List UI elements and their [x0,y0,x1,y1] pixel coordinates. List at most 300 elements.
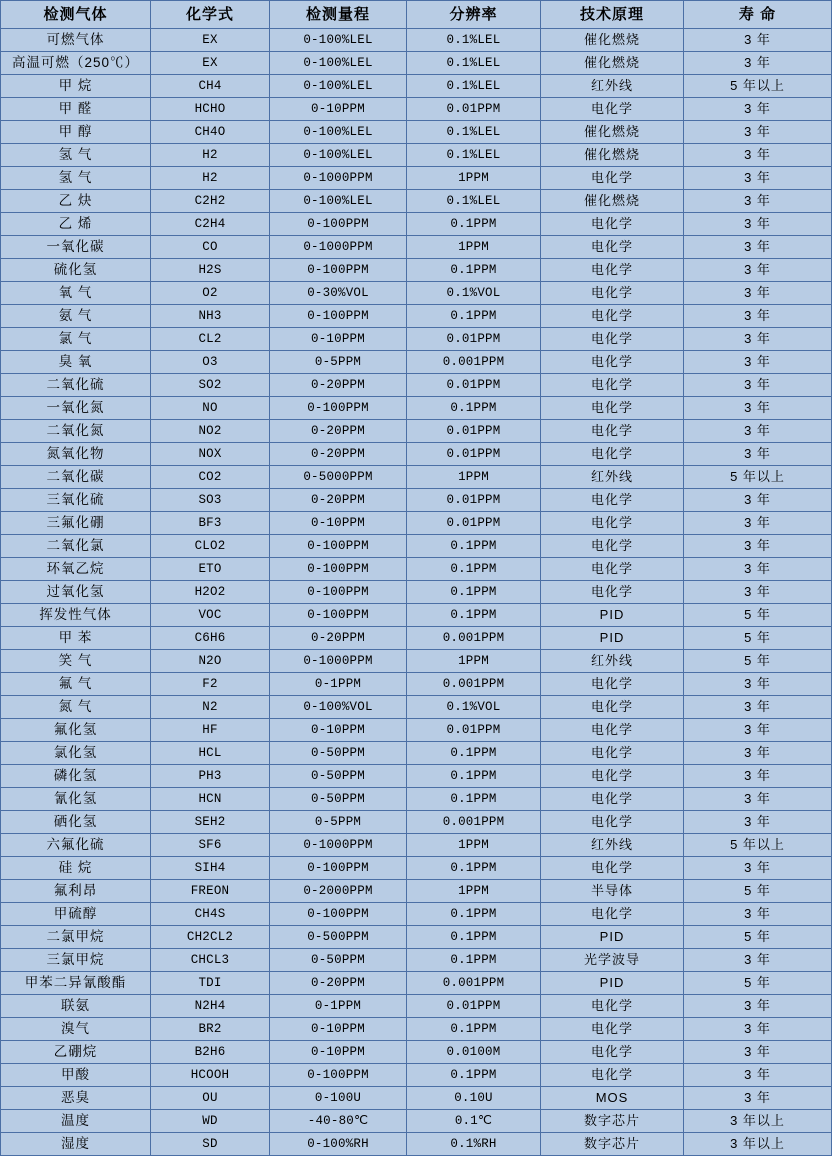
cell-formula: CL2 [151,328,270,351]
table-row [1,512,832,535]
cell-formula: SF6 [151,834,270,857]
table-row [1,328,832,351]
cell-life: 3 年 [684,673,832,696]
cell-principle: 红外线 [541,75,684,98]
cell-formula: CLO2 [151,535,270,558]
cell-formula: SO2 [151,374,270,397]
cell-resolution: 0.001PPM [407,811,541,834]
cell-range: 0-100PPM [270,558,407,581]
cell-resolution: 0.1PPM [407,604,541,627]
cell-principle: 电化学 [541,213,684,236]
cell-gas: 甲 醛 [1,98,151,121]
table-row [1,489,832,512]
cell-range: 0-100PPM [270,1064,407,1087]
cell-life: 3 年 [684,857,832,880]
cell-range: 0-100PPM [270,213,407,236]
cell-life: 3 年 [684,374,832,397]
cell-life: 5 年 [684,972,832,995]
cell-gas: 氧 气 [1,282,151,305]
cell-resolution: 0.1PPM [407,857,541,880]
cell-principle: 催化燃烧 [541,52,684,75]
cell-principle: 电化学 [541,259,684,282]
cell-formula: C2H2 [151,190,270,213]
cell-resolution: 0.01PPM [407,374,541,397]
cell-principle: 电化学 [541,512,684,535]
cell-range: 0-20PPM [270,443,407,466]
cell-range: 0-100%VOL [270,696,407,719]
cell-resolution: 0.001PPM [407,673,541,696]
table-row [1,466,832,489]
cell-principle: 电化学 [541,236,684,259]
cell-resolution: 0.01PPM [407,512,541,535]
cell-principle: MOS [541,1087,684,1110]
cell-gas: 三氯甲烷 [1,949,151,972]
cell-life: 3 年 [684,788,832,811]
cell-formula: CO [151,236,270,259]
cell-formula: CH4S [151,903,270,926]
cell-gas: 恶臭 [1,1087,151,1110]
cell-gas: 硒化氢 [1,811,151,834]
cell-gas: 氯化氢 [1,742,151,765]
table-row [1,627,832,650]
table-row [1,765,832,788]
table-row [1,144,832,167]
cell-gas: 二氧化硫 [1,374,151,397]
cell-range: 0-100%RH [270,1133,407,1156]
cell-formula: H2 [151,144,270,167]
cell-formula: NOX [151,443,270,466]
cell-life: 3 年 [684,696,832,719]
cell-life: 3 年 [684,535,832,558]
cell-resolution: 1PPM [407,236,541,259]
cell-gas: 氮 气 [1,696,151,719]
cell-resolution: 0.01PPM [407,98,541,121]
table-row [1,75,832,98]
cell-resolution: 0.001PPM [407,627,541,650]
cell-gas: 甲 醇 [1,121,151,144]
cell-formula: HCN [151,788,270,811]
cell-life: 3 年 [684,190,832,213]
cell-resolution: 0.1PPM [407,581,541,604]
cell-life: 3 年 [684,903,832,926]
cell-resolution: 0.1PPM [407,259,541,282]
cell-life: 5 年 [684,880,832,903]
cell-principle: 半导体 [541,880,684,903]
cell-gas: 可燃气体 [1,29,151,52]
cell-principle: PID [541,604,684,627]
cell-principle: 电化学 [541,673,684,696]
cell-formula: CH4 [151,75,270,98]
cell-formula: CO2 [151,466,270,489]
cell-principle: 电化学 [541,397,684,420]
table-header [1,1,832,29]
cell-principle: 电化学 [541,765,684,788]
table-row [1,650,832,673]
cell-gas: 氟 气 [1,673,151,696]
cell-formula: SO3 [151,489,270,512]
cell-resolution: 0.001PPM [407,972,541,995]
cell-gas: 一氧化氮 [1,397,151,420]
cell-principle: 催化燃烧 [541,144,684,167]
cell-range: 0-1PPM [270,673,407,696]
cell-resolution: 1PPM [407,650,541,673]
cell-principle: 电化学 [541,443,684,466]
cell-life: 3 年 [684,558,832,581]
table-row [1,949,832,972]
cell-formula: H2S [151,259,270,282]
cell-resolution: 0.1PPM [407,535,541,558]
cell-formula: HCOOH [151,1064,270,1087]
table-row [1,535,832,558]
cell-resolution: 0.1%LEL [407,190,541,213]
cell-gas: 一氧化碳 [1,236,151,259]
cell-life: 3 年 [684,236,832,259]
column-header-principle: 技术原理 [541,1,684,29]
cell-formula: SIH4 [151,857,270,880]
cell-range: 0-5000PPM [270,466,407,489]
cell-resolution: 1PPM [407,466,541,489]
cell-principle: 电化学 [541,788,684,811]
cell-life: 3 年以上 [684,1110,832,1133]
cell-principle: 电化学 [541,167,684,190]
cell-life: 5 年 [684,627,832,650]
cell-resolution: 0.1PPM [407,1018,541,1041]
cell-life: 5 年 [684,926,832,949]
cell-gas: 环氧乙烷 [1,558,151,581]
cell-gas: 高温可燃（250℃） [1,52,151,75]
table-row [1,696,832,719]
table-row [1,1087,832,1110]
cell-gas: 二氧化氮 [1,420,151,443]
cell-principle: 红外线 [541,466,684,489]
cell-range: 0-50PPM [270,949,407,972]
cell-gas: 二氯甲烷 [1,926,151,949]
cell-formula: TDI [151,972,270,995]
cell-life: 3 年 [684,811,832,834]
table-row [1,1133,832,1156]
cell-range: 0-50PPM [270,765,407,788]
table-row [1,98,832,121]
cell-life: 3 年 [684,1064,832,1087]
cell-life: 3 年 [684,742,832,765]
cell-life: 3 年 [684,443,832,466]
cell-gas: 甲硫醇 [1,903,151,926]
cell-gas: 二氧化氯 [1,535,151,558]
cell-resolution: 0.01PPM [407,719,541,742]
cell-range: 0-100%LEL [270,52,407,75]
cell-range: 0-100PPM [270,397,407,420]
cell-gas: 挥发性气体 [1,604,151,627]
table-body [1,29,832,1156]
table-row [1,1041,832,1064]
cell-gas: 氢 气 [1,167,151,190]
cell-principle: 电化学 [541,903,684,926]
cell-range: 0-20PPM [270,972,407,995]
cell-principle: 催化燃烧 [541,29,684,52]
cell-range: 0-1PPM [270,995,407,1018]
cell-gas: 氨 气 [1,305,151,328]
cell-range: 0-10PPM [270,328,407,351]
cell-formula: N2O [151,650,270,673]
cell-principle: 电化学 [541,351,684,374]
cell-formula: FREON [151,880,270,903]
table-row [1,167,832,190]
cell-range: 0-10PPM [270,719,407,742]
cell-range: 0-10PPM [270,98,407,121]
table-row [1,443,832,466]
cell-resolution: 0.1PPM [407,765,541,788]
cell-life: 5 年 [684,604,832,627]
table-row [1,52,832,75]
cell-principle: PID [541,972,684,995]
cell-formula: N2H4 [151,995,270,1018]
cell-gas: 氯 气 [1,328,151,351]
cell-gas: 笑 气 [1,650,151,673]
cell-range: 0-1000PPM [270,236,407,259]
table-row [1,213,832,236]
cell-gas: 联氨 [1,995,151,1018]
cell-life: 3 年 [684,121,832,144]
cell-resolution: 0.01PPM [407,443,541,466]
cell-formula: C2H4 [151,213,270,236]
cell-range: 0-50PPM [270,742,407,765]
cell-principle: 电化学 [541,489,684,512]
table-row [1,719,832,742]
cell-formula: VOC [151,604,270,627]
cell-resolution: 0.1%LEL [407,29,541,52]
cell-principle: 电化学 [541,857,684,880]
cell-resolution: 0.1%VOL [407,696,541,719]
cell-range: 0-1000PPM [270,167,407,190]
cell-gas: 温度 [1,1110,151,1133]
table-row [1,788,832,811]
cell-gas: 硫化氢 [1,259,151,282]
cell-resolution: 0.1℃ [407,1110,541,1133]
cell-range: 0-500PPM [270,926,407,949]
cell-principle: 电化学 [541,1064,684,1087]
cell-range: 0-100PPM [270,305,407,328]
cell-life: 3 年 [684,282,832,305]
cell-gas: 氰化氢 [1,788,151,811]
cell-range: -40-80℃ [270,1110,407,1133]
table-row [1,282,832,305]
cell-resolution: 0.1%LEL [407,121,541,144]
cell-principle: 红外线 [541,650,684,673]
cell-life: 5 年以上 [684,466,832,489]
cell-formula: F2 [151,673,270,696]
table-row [1,121,832,144]
table-row [1,351,832,374]
table-row [1,305,832,328]
column-header-formula: 化学式 [151,1,270,29]
cell-range: 0-30%VOL [270,282,407,305]
table-row [1,1110,832,1133]
cell-gas: 氟化氢 [1,719,151,742]
cell-formula: O3 [151,351,270,374]
cell-range: 0-100PPM [270,604,407,627]
cell-resolution: 0.1PPM [407,213,541,236]
cell-formula: NO [151,397,270,420]
cell-formula: CH2CL2 [151,926,270,949]
cell-formula: H2 [151,167,270,190]
cell-life: 3 年 [684,489,832,512]
cell-gas: 二氧化碳 [1,466,151,489]
cell-principle: 催化燃烧 [541,121,684,144]
cell-formula: O2 [151,282,270,305]
cell-range: 0-100U [270,1087,407,1110]
cell-life: 3 年 [684,512,832,535]
table-row [1,236,832,259]
cell-life: 3 年 [684,719,832,742]
cell-resolution: 0.1%LEL [407,75,541,98]
cell-range: 0-10PPM [270,1018,407,1041]
table-row [1,811,832,834]
cell-principle: 电化学 [541,581,684,604]
cell-gas: 湿度 [1,1133,151,1156]
cell-principle: 电化学 [541,742,684,765]
cell-life: 3 年 [684,259,832,282]
cell-range: 0-2000PPM [270,880,407,903]
table-row [1,1018,832,1041]
cell-principle: 电化学 [541,328,684,351]
cell-gas: 氟利昂 [1,880,151,903]
cell-principle: 电化学 [541,535,684,558]
cell-gas: 氮氧化物 [1,443,151,466]
cell-gas: 甲酸 [1,1064,151,1087]
cell-life: 3 年以上 [684,1133,832,1156]
column-header-life: 寿 命 [684,1,832,29]
cell-life: 3 年 [684,213,832,236]
cell-life: 5 年以上 [684,834,832,857]
cell-resolution: 0.1%RH [407,1133,541,1156]
cell-life: 3 年 [684,949,832,972]
cell-range: 0-5PPM [270,351,407,374]
cell-life: 3 年 [684,305,832,328]
table-row [1,604,832,627]
cell-formula: HCL [151,742,270,765]
cell-range: 0-1000PPM [270,834,407,857]
table-row [1,190,832,213]
cell-range: 0-100%LEL [270,121,407,144]
column-header-resolution: 分辨率 [407,1,541,29]
cell-resolution: 0.1%VOL [407,282,541,305]
table-row [1,972,832,995]
cell-formula: SD [151,1133,270,1156]
cell-gas: 六氟化硫 [1,834,151,857]
cell-gas: 氢 气 [1,144,151,167]
cell-resolution: 0.01PPM [407,995,541,1018]
table-row [1,673,832,696]
cell-principle: 电化学 [541,98,684,121]
table-row [1,880,832,903]
table-row [1,995,832,1018]
cell-resolution: 0.1PPM [407,742,541,765]
table-row [1,558,832,581]
cell-principle: 电化学 [541,420,684,443]
cell-principle: 电化学 [541,1041,684,1064]
cell-resolution: 0.1PPM [407,949,541,972]
cell-life: 3 年 [684,1087,832,1110]
cell-formula: HF [151,719,270,742]
cell-range: 0-100%LEL [270,75,407,98]
cell-range: 0-20PPM [270,489,407,512]
cell-resolution: 0.10U [407,1087,541,1110]
cell-formula: EX [151,29,270,52]
cell-range: 0-100%LEL [270,144,407,167]
cell-principle: 电化学 [541,374,684,397]
cell-resolution: 0.1%LEL [407,52,541,75]
cell-resolution: 0.1PPM [407,558,541,581]
column-header-gas: 检测气体 [1,1,151,29]
cell-formula: HCHO [151,98,270,121]
cell-principle: PID [541,627,684,650]
cell-life: 3 年 [684,420,832,443]
table-row [1,374,832,397]
cell-life: 3 年 [684,328,832,351]
cell-resolution: 0.1PPM [407,305,541,328]
cell-range: 0-100PPM [270,535,407,558]
cell-range: 0-100PPM [270,857,407,880]
cell-principle: 数字芯片 [541,1133,684,1156]
cell-life: 3 年 [684,167,832,190]
cell-formula: CHCL3 [151,949,270,972]
cell-life: 3 年 [684,29,832,52]
cell-formula: NH3 [151,305,270,328]
cell-formula: EX [151,52,270,75]
cell-range: 0-20PPM [270,420,407,443]
cell-formula: BF3 [151,512,270,535]
cell-gas: 硅 烷 [1,857,151,880]
cell-range: 0-100PPM [270,903,407,926]
cell-formula: WD [151,1110,270,1133]
cell-life: 3 年 [684,765,832,788]
cell-principle: 电化学 [541,995,684,1018]
cell-formula: PH3 [151,765,270,788]
cell-resolution: 0.1%LEL [407,144,541,167]
cell-resolution: 0.1PPM [407,903,541,926]
cell-resolution: 0.01PPM [407,489,541,512]
cell-principle: 电化学 [541,558,684,581]
table-row [1,259,832,282]
cell-gas: 磷化氢 [1,765,151,788]
cell-principle: 电化学 [541,719,684,742]
cell-resolution: 0.1PPM [407,926,541,949]
cell-principle: 红外线 [541,834,684,857]
cell-gas: 臭 氧 [1,351,151,374]
cell-range: 0-100%LEL [270,29,407,52]
table-row [1,420,832,443]
cell-gas: 甲苯二异氰酸酯 [1,972,151,995]
cell-formula: CH4O [151,121,270,144]
cell-resolution: 0.1PPM [407,397,541,420]
cell-life: 5 年 [684,650,832,673]
cell-range: 0-100%LEL [270,190,407,213]
cell-resolution: 0.01PPM [407,420,541,443]
cell-gas: 三氧化硫 [1,489,151,512]
cell-gas: 过氧化氢 [1,581,151,604]
table-row [1,29,832,52]
cell-principle: 电化学 [541,305,684,328]
cell-principle: 电化学 [541,282,684,305]
column-header-range: 检测量程 [270,1,407,29]
cell-gas: 乙 炔 [1,190,151,213]
table-row [1,857,832,880]
cell-principle: 光学波导 [541,949,684,972]
cell-gas: 甲 苯 [1,627,151,650]
cell-range: 0-1000PPM [270,650,407,673]
cell-principle: 催化燃烧 [541,190,684,213]
cell-formula: B2H6 [151,1041,270,1064]
